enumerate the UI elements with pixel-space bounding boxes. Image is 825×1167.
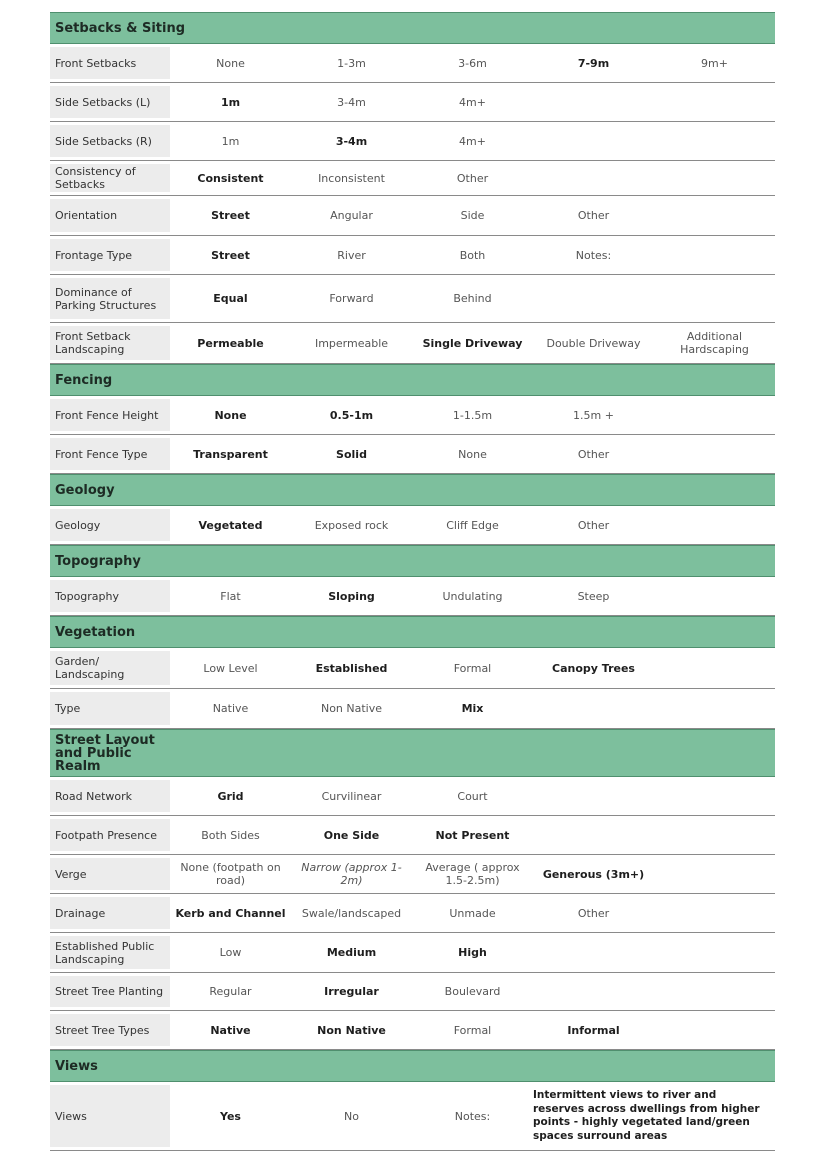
option-cell: Other: [577, 209, 610, 222]
section-header-topography: Topography: [50, 545, 775, 577]
row-label: Orientation: [50, 199, 170, 232]
option-cell: Additional Hardscaping: [680, 330, 749, 356]
option-cell-selected: Non Native: [317, 1023, 386, 1037]
option-cell-selected: Grid: [217, 789, 244, 803]
option-cell-selected: None: [214, 408, 247, 422]
table-row-street-tree-types: [50, 1011, 775, 1050]
table-row-front-setback-landscaping: [50, 323, 775, 364]
section-header-views: Views: [50, 1050, 775, 1082]
table-row-front-setbacks: [50, 44, 775, 83]
option-cell-selected: 0.5-1m: [329, 408, 374, 422]
row-label: Footpath Presence: [50, 819, 170, 851]
option-cell: Swale/landscaped: [301, 906, 402, 920]
assessment-table: [50, 12, 775, 1151]
table-row-front-fence-height: [50, 396, 775, 435]
row-label: Geology: [50, 509, 170, 541]
section-header-street-layout-and-public-realm: Street Layout and Public Realm: [50, 729, 775, 777]
option-cell: Other: [577, 518, 610, 532]
option-cell-selected: Generous (3m+): [542, 867, 645, 881]
option-cell-selected: Intermittent views to river and reserves across dwellings from higher points - highly vegetated land/green spaces surround areas: [533, 1089, 760, 1142]
table-row-views: [50, 1082, 775, 1151]
row-label: Front Fence Height: [50, 399, 170, 431]
table-row-side-setbacks-l: [50, 83, 775, 122]
section-header-geology: Geology: [50, 474, 775, 506]
section-header-vegetation: Vegetation: [50, 616, 775, 648]
option-cell: Average ( approx 1.5-2.5m): [425, 861, 520, 887]
option-cell: None (footpath on road): [180, 861, 281, 887]
option-cell: 1m: [221, 134, 240, 148]
option-cell-selected: Native: [210, 1023, 251, 1037]
table-row-type: [50, 689, 775, 729]
row-label: Garden/ Landscaping: [50, 651, 170, 685]
option-cell-selected: Mix: [461, 702, 484, 715]
section-header-setbacks-siting: Setbacks & Siting: [50, 12, 775, 44]
option-cell: Other: [577, 906, 610, 920]
row-label: Consistency of Setbacks: [50, 164, 170, 192]
option-cell-selected: Canopy Trees: [552, 661, 635, 675]
option-cell: Other: [456, 171, 489, 185]
table-row-side-setbacks-r: [50, 122, 775, 161]
option-cell-selected: 3-4m: [335, 134, 368, 148]
table-row-footpath-presence: [50, 816, 775, 855]
table-row-dominance-of-parking-structures: [50, 275, 775, 323]
row-label: Road Network: [50, 780, 170, 812]
row-label: Side Setbacks (L): [50, 86, 170, 118]
row-label: Established Public Landscaping: [50, 936, 170, 969]
option-cell-selected: One Side: [323, 828, 380, 842]
option-cell: 1-1.5m: [452, 408, 493, 422]
option-cell-selected: Medium: [326, 946, 377, 959]
option-cell: Inconsistent: [318, 171, 385, 185]
option-cell: Side: [460, 209, 485, 222]
row-label: Street Tree Types: [50, 1014, 170, 1046]
option-cell: Double Driveway: [546, 336, 641, 350]
row-label: Topography: [50, 580, 170, 612]
option-cell-selected: Not Present: [435, 828, 510, 842]
option-cell-selected: High: [458, 946, 487, 959]
option-cell: 1.5m +: [573, 408, 614, 422]
option-cell-selected: Consistent: [197, 171, 264, 185]
row-label: Views: [50, 1085, 170, 1147]
option-cell: Boulevard: [444, 985, 501, 998]
option-cell-selected: Kerb and Channel: [175, 906, 286, 920]
option-cell: Impermeable: [314, 336, 389, 350]
option-cell: Undulating: [442, 589, 503, 603]
option-cell-selected: Solid: [336, 447, 367, 461]
option-cell: Notes:: [575, 248, 612, 262]
option-cell: Cliff Edge: [446, 518, 499, 532]
table-row-geology: [50, 506, 775, 545]
option-cell: Both: [459, 248, 486, 262]
option-cell: Forward: [329, 292, 374, 305]
option-cell: 4m+: [459, 95, 486, 109]
option-cell-selected: 1m: [220, 95, 241, 109]
row-label: Type: [50, 692, 170, 725]
option-cell: Low: [219, 946, 242, 959]
table-row-frontage-type: [50, 236, 775, 275]
section-header-fencing: Fencing: [50, 364, 775, 396]
option-cell: Native: [212, 702, 249, 715]
row-label: Verge: [50, 858, 170, 890]
option-cell: Both Sides: [201, 828, 260, 842]
row-label: Drainage: [50, 897, 170, 929]
option-cell: River: [337, 248, 366, 262]
option-cell-selected: Irregular: [324, 985, 379, 998]
option-cell: Court: [457, 789, 488, 803]
option-cell: 3-4m: [337, 95, 366, 109]
row-label: Front Setbacks: [50, 47, 170, 79]
row-label: Side Setbacks (R): [50, 125, 170, 157]
option-cell: Behind: [453, 292, 492, 305]
option-cell: Steep: [577, 589, 610, 603]
option-cell: Other: [577, 447, 610, 461]
option-cell-selected: Sloping: [328, 589, 375, 603]
table-row-front-fence-type: [50, 435, 775, 474]
option-cell-selected: Street: [211, 248, 250, 262]
option-cell-selected: 7-9m: [577, 56, 610, 70]
option-cell: Non Native: [320, 702, 383, 715]
option-cell: Narrow (approx 1-2m): [301, 861, 402, 887]
option-cell: Low Level: [203, 661, 258, 675]
option-cell-selected: Equal: [213, 292, 248, 305]
option-cell: None: [458, 447, 487, 461]
option-cell: None: [216, 56, 245, 70]
option-cell: Angular: [330, 209, 373, 222]
table-row-orientation: [50, 196, 775, 236]
option-cell-selected: Yes: [220, 1109, 241, 1123]
option-cell: Curvilinear: [321, 789, 382, 803]
option-cell: Formal: [453, 661, 492, 675]
option-cell: 3-6m: [458, 56, 487, 70]
option-cell-selected: Transparent: [193, 447, 268, 461]
row-label: Frontage Type: [50, 239, 170, 271]
option-cell-selected: Established: [315, 661, 388, 675]
row-label: Front Fence Type: [50, 438, 170, 470]
table-row-street-tree-planting: [50, 973, 775, 1011]
option-cell: Flat: [220, 589, 241, 603]
table-row-road-network: [50, 777, 775, 816]
table-row-verge: [50, 855, 775, 894]
table-row-topography: [50, 577, 775, 616]
option-cell: 9m+: [701, 56, 728, 70]
option-cell-selected: Informal: [567, 1023, 620, 1037]
row-label: Dominance of Parking Structures: [50, 278, 170, 319]
row-label: Front Setback Landscaping: [50, 326, 170, 360]
option-cell-selected: Single Driveway: [422, 336, 523, 350]
table-row-garden-landscaping: [50, 648, 775, 689]
option-cell-selected: Street: [211, 209, 250, 222]
option-cell: Notes:: [454, 1109, 491, 1123]
option-cell: No: [344, 1109, 359, 1123]
table-row-drainage: [50, 894, 775, 933]
table-row-consistency-of-setbacks: [50, 161, 775, 196]
option-cell-selected: Permeable: [197, 336, 264, 350]
option-cell: 4m+: [459, 134, 486, 148]
option-cell: Formal: [453, 1023, 492, 1037]
option-cell: 1-3m: [337, 56, 366, 70]
row-label: Street Tree Planting: [50, 976, 170, 1007]
option-cell: Unmade: [449, 906, 496, 920]
option-cell-selected: Vegetated: [198, 518, 263, 532]
option-cell: Regular: [209, 985, 252, 998]
option-cell: Exposed rock: [314, 518, 389, 532]
table-row-established-public-landscaping: [50, 933, 775, 973]
